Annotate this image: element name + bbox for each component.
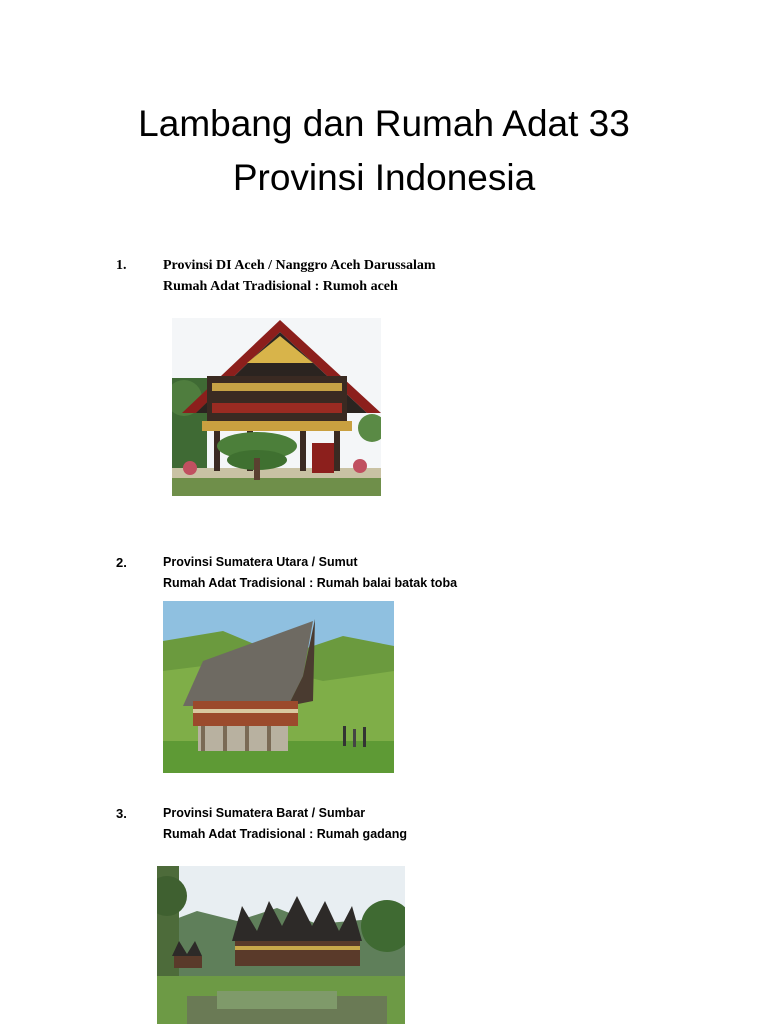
house-name: Rumah Adat Tradisional : Rumah balai batak toba [163,576,458,590]
entry-text [163,803,407,845]
province-name: Provinsi DI Aceh / Nanggro Aceh Darussalam [163,258,436,273]
house-name: Rumah Adat Tradisional : Rumoh aceh [163,279,398,294]
rumoh-aceh-photo [172,318,381,496]
entry-number: 2. [116,555,127,570]
document-title [0,97,768,205]
province-name: Provinsi Sumatera Barat / Sumbar [163,806,366,820]
rumah-gadang-photo [157,866,405,1024]
entry-number: 1. [116,258,127,273]
entry-text [163,255,436,297]
entry-number: 3. [116,806,127,821]
house-name: Rumah Adat Tradisional : Rumah gadang [163,827,408,841]
rumah-batak-toba-photo [163,601,394,773]
title-line-2: Provinsi Indonesia [232,157,536,198]
title-line-1: Lambang dan Rumah Adat 33 [138,103,630,144]
entry-text [163,552,457,594]
province-name: Provinsi Sumatera Utara / Sumut [163,555,358,569]
